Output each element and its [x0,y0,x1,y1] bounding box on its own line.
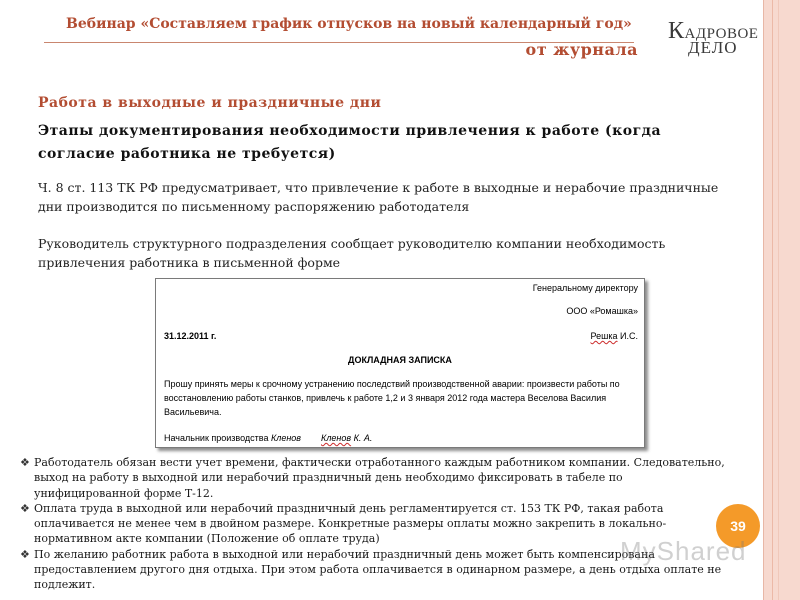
memo-recipient-title: Генеральному директору [532,283,638,293]
diamond-bullet-icon: ❖ [20,547,30,561]
memo-date: 31.12.2011 г. [164,331,217,341]
bullet-text: Работодатель обязан вести учет времени, фактически отработанного каждым работником компании. Следовательно, выход на работу в выходной или нерабочий праздничный день необходимо фиксировать в табеле по унифицированной форме Т-12. [34,456,725,500]
memo-sender-name: Решка [590,331,618,341]
memo-sign-signature: Кленов [270,433,302,443]
page-number-badge: 39 [716,504,760,548]
paragraph-manager-notice: Руководитель структурного подразделения сообщает руководителю компании необходимость привлечения работника в письменной форме [38,236,666,270]
memo-sender [591,331,638,341]
memo-sign-position: Начальник производства [164,433,271,443]
memo-sign-name: Кленов [321,433,352,443]
section-subtitle: Этапы документирования необходимости привлечения к работе (когда согласие работника не требуется) [38,123,662,162]
bullet-list [20,455,732,593]
kadrovoe-delo-logo [668,18,759,60]
paragraph-law-reference: Ч. 8 ст. 113 ТК РФ предусматривает, что привлечение к работе в выходные и нерабочие праздничные дни производится по письменному распоряжению работодателя [38,180,719,214]
bullet-text: Оплата труда в выходной или нерабочий праздничный день регламентируется ст. 153 ТК РФ, такая работа оплачивается не менее чем в двойном размере. Конкретные размеры оплаты можно закрепить в локально-нормативном акте компании (Положение об оплате труда) [34,501,667,546]
logo-line2: ДЕЛО [688,38,738,57]
logo-rest: АДРОВОЕ [684,26,759,42]
memo-sender-initials: И.С. [617,331,638,341]
bullet-item [20,455,732,501]
section-title: Работа в выходные и праздничные дни [38,95,382,111]
logo-initial: К [668,18,685,44]
memo-sign-initials: К. А. [351,433,373,443]
memo-document-image [155,278,645,448]
watermark-text: MyShared [620,536,747,566]
memo-recipient-company: ООО «Ромашка» [566,306,638,316]
bullet-text: По желанию работник работа в выходной или нерабочий праздничный день может быть компенсирована предоставлением другого дня отдыха. При этом работа оплачивается в одинарном размере, а день отдыха оплате не подлежит. [34,547,722,592]
diamond-bullet-icon: ❖ [20,501,30,515]
memo-body: Прошу принять меры к срочному устранению последствий производственной аварии: произвести работы по восстановлению работы станков, привлечь к работе 1,2 и 3 января 2012 года мастера Веселова Василия Васильевича. [164,379,620,417]
slide-right-border [763,0,800,600]
diamond-bullet-icon: ❖ [20,456,30,469]
memo-heading: ДОКЛАДНАЯ ЗАПИСКА [348,355,452,365]
webinar-title: Вебинар «Составляем график отпусков на новый календарный год» [66,16,632,32]
memo-signature-line [164,433,372,443]
webinar-subtitle: от журнала [525,40,638,59]
